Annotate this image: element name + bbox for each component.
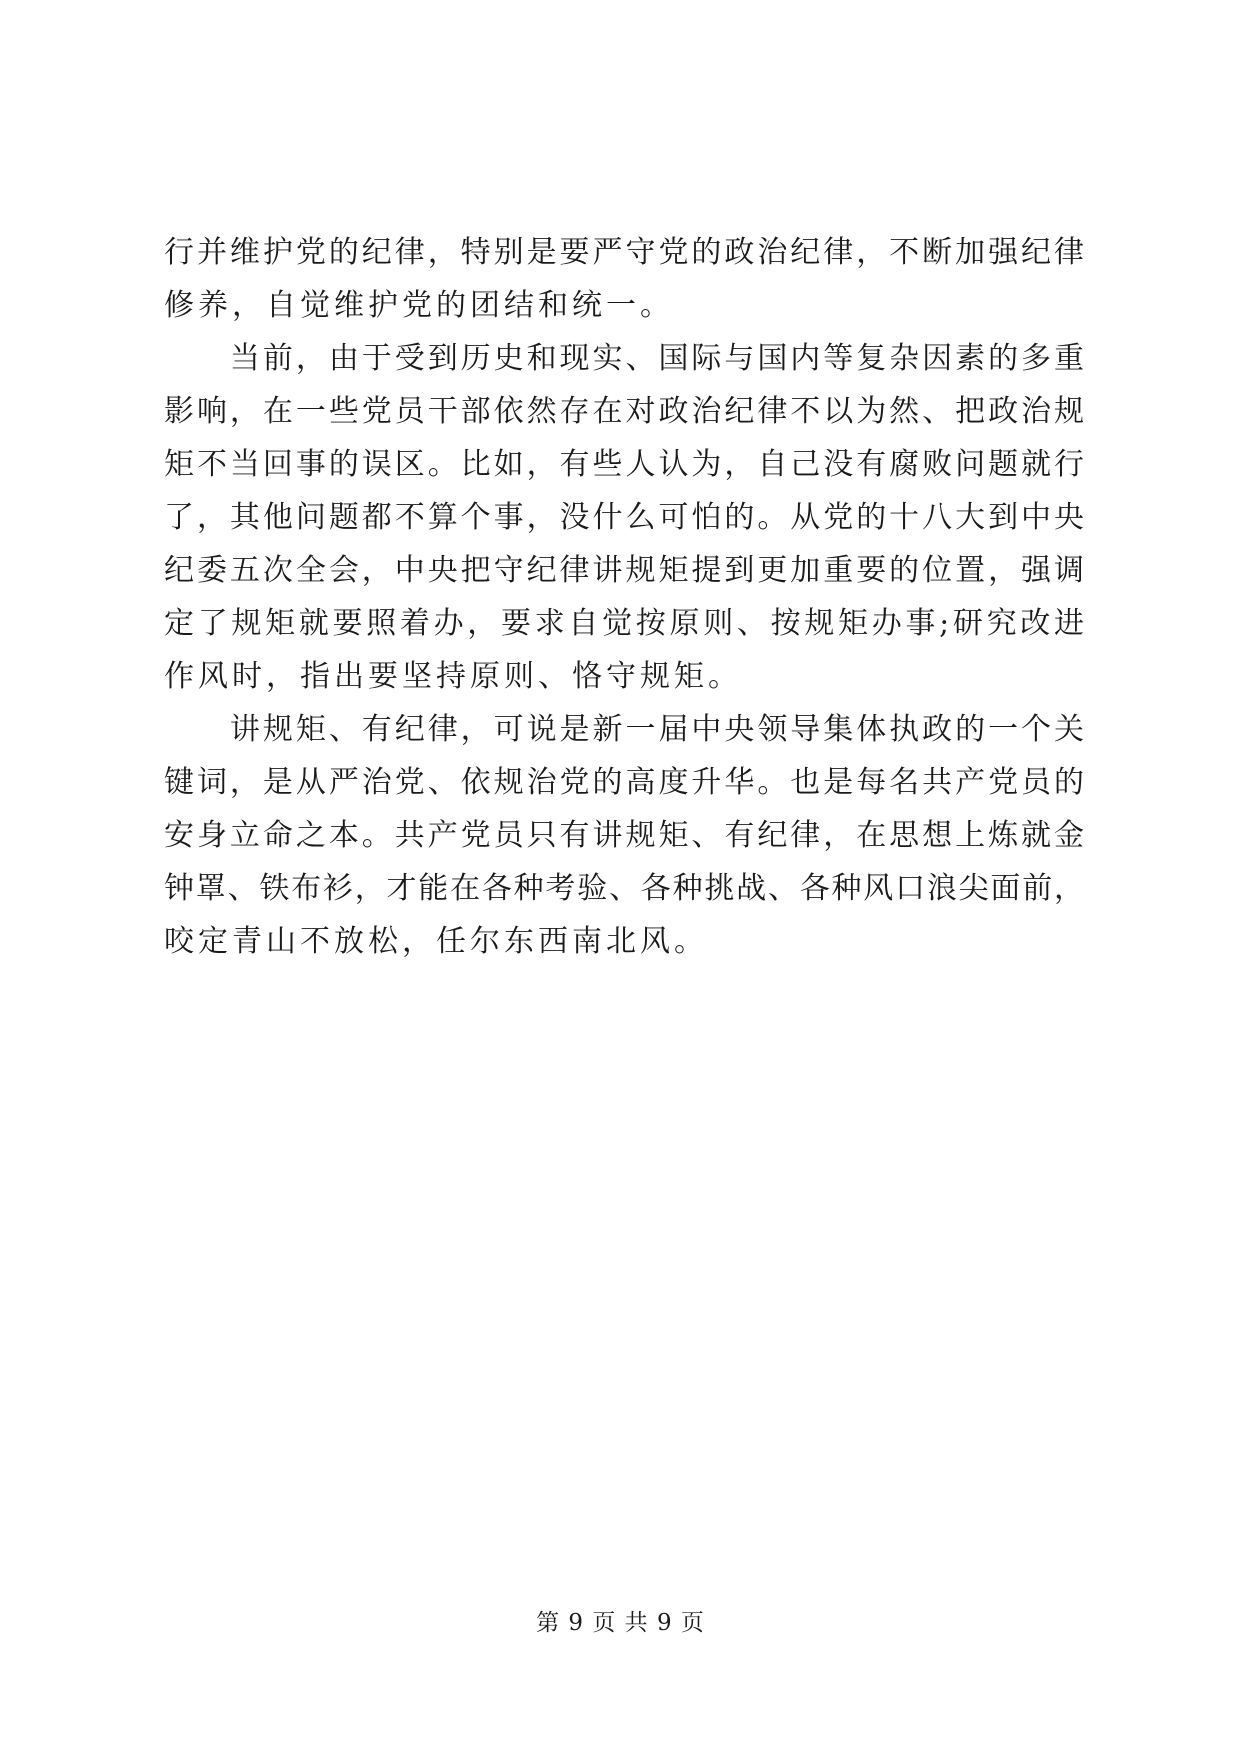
text-line: 矩不当回事的误区。比如，有些人认为，自己没有腐败问题就行 bbox=[164, 447, 1084, 482]
text-line: 键词，是从严治党、依规治党的高度升华。也是每名共产党员的 bbox=[164, 765, 1084, 800]
text-line: 影响，在一些党员干部依然存在对政治纪律不以为然、把政治规 bbox=[164, 394, 1084, 429]
text-line: 了，其他问题都不算个事，没什么可怕的。从党的十八大到中央 bbox=[164, 500, 1084, 535]
text-line: 行并维护党的纪律，特别是要严守党的政治纪律，不断加强纪律 bbox=[164, 235, 1084, 270]
page-number: 第 9 页 共 9 页 bbox=[536, 1610, 705, 1636]
text-line: 讲规矩、有纪律，可说是新一届中央领导集体执政的一个关 bbox=[164, 712, 1084, 747]
text-line: 当前，由于受到历史和现实、国际与国内等复杂因素的多重 bbox=[164, 341, 1084, 376]
page-footer bbox=[0, 1607, 1241, 1639]
text-line: 纪委五次全会，中央把守纪律讲规矩提到更加重要的位置，强调 bbox=[164, 553, 1084, 588]
text-line: 定了规矩就要照着办，要求自觉按原则、按规矩办事;研究改进 bbox=[164, 606, 1084, 641]
text-line: 咬定青山不放松，任尔东西南北风。 bbox=[164, 924, 708, 959]
text-line: 钟罩、铁布衫，才能在各种考验、各种挑战、各种风口浪尖面前， bbox=[164, 871, 1084, 906]
text-line: 安身立命之本。共产党员只有讲规矩、有纪律，在思想上炼就金 bbox=[164, 818, 1084, 853]
body-text bbox=[164, 226, 1084, 968]
text-line: 作风时，指出要坚持原则、恪守规矩。 bbox=[164, 659, 742, 694]
text-line: 修养，自觉维护党的团结和统一。 bbox=[164, 288, 674, 323]
